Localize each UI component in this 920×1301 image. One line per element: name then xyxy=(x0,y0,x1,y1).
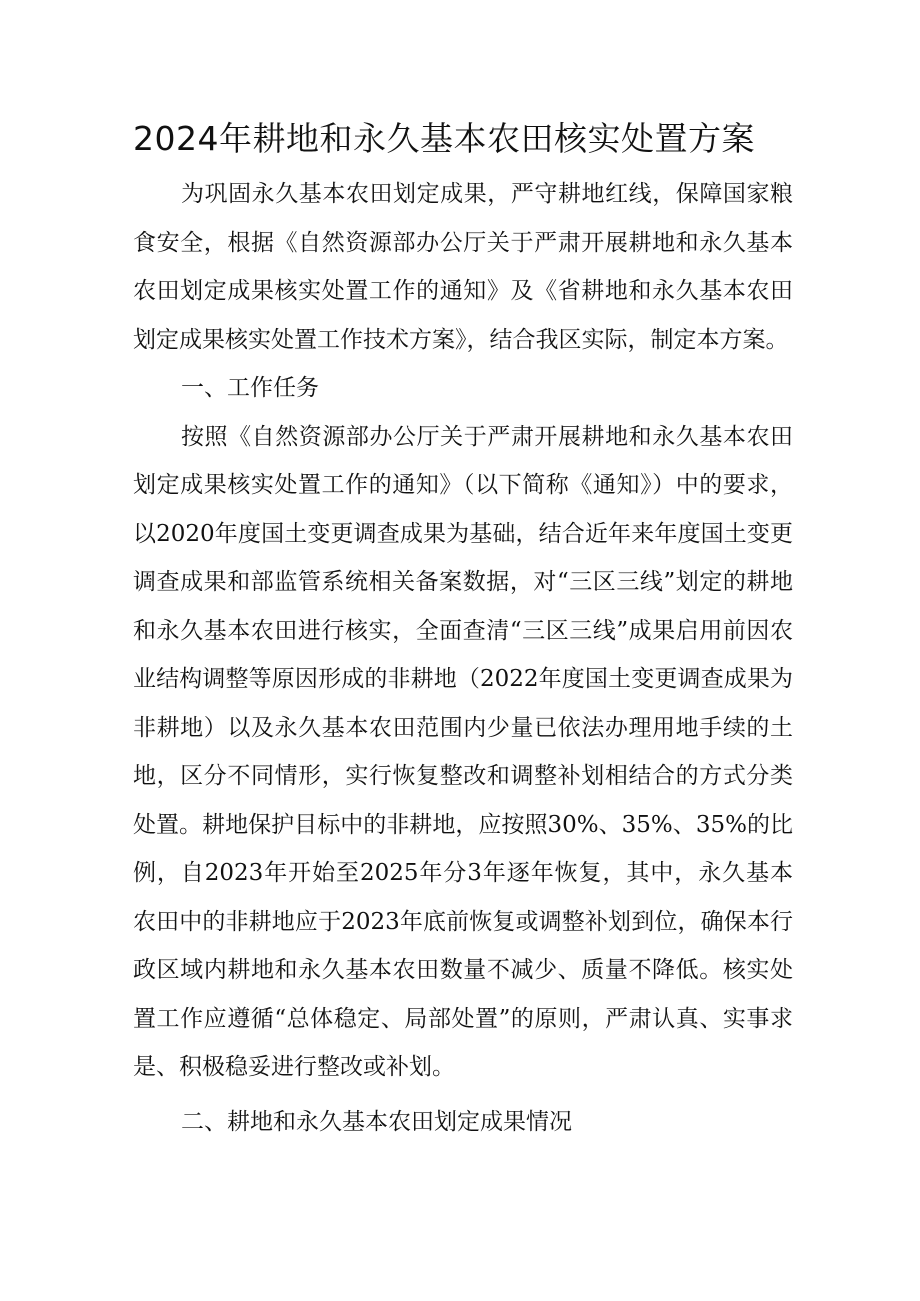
intro-paragraph: 为巩固永久基本农田划定成果，严守耕地红线，保障国家粮食安全，根据《自然资源部办公厅关于严肃开展耕地和永久基本农田划定成果核实处置工作的通知》及《省耕地和永久基本农田划定成果核实处置工作技术方案》，结合我区实际，制定本方案。 xyxy=(133,181,793,353)
work-tasks-paragraph: 按照《自然资源部办公厅关于严肃开展耕地和永久基本农田划定成果核实处置工作的通知》（以下简称《通知》）中的要求，以2020年度国土变更调查成果为基础，结合近年来年度国土变更调查成果和部监管系统相关备案数据，对“三区三线”划定的耕地和永久基本农田进行核实，全面查清“三区三线”成果启用前因农业结构调整等原因形成的非耕地（2022年度国土变更调查成果为非耕地）以及永久基本农田范围内少量已依法办理用地手续的土地，区分不同情形，实行恢复整改和调整补划相结合的方式分类处置。耕地保护目标中的非耕地，应按照30%、35%、35%的比例，自2023年开始至2025年分3年逐年恢复，其中，永久基本农田中的非耕地应于2023年底前恢复或调整补划到位，确保本行政区域内耕地和永久基本农田数量不减少、质量不降低。核实处置工作应遵循“总体稳定、局部处置”的原则，严肃认真、实事求是、积极稳妥进行整改或补划。 xyxy=(133,423,793,1080)
section-heading-delineation-results: 二、耕地和永久基本农田划定成果情况 xyxy=(181,1108,572,1135)
document-body xyxy=(133,170,793,1146)
section-heading-work-tasks: 一、工作任务 xyxy=(181,375,319,401)
document-title: 2024年耕地和永久基本农田核实处置方案 xyxy=(133,119,755,158)
